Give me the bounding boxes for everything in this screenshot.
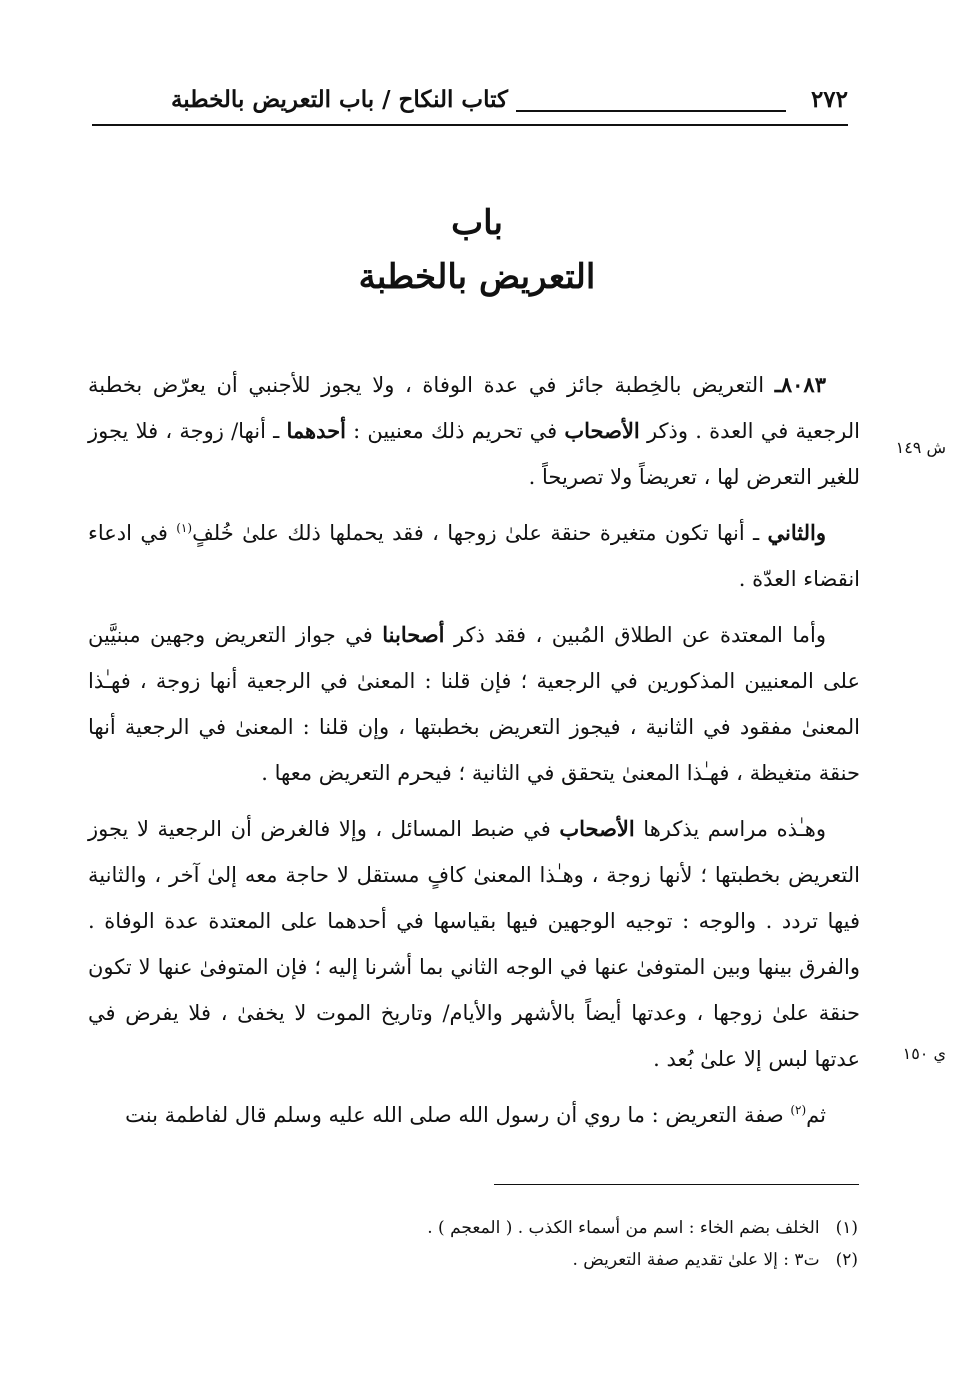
footnote-separator [494,1184,859,1185]
text-run: في ادعاء انقضاء العدّة . [88,521,860,591]
footnote-number: (١) [835,1218,858,1238]
chapter-title: التعريض بالخطبة [358,257,596,297]
footnote [158,1244,858,1276]
bold-term: أحدهما [286,418,346,443]
header-dash-line [516,110,786,112]
footnotes [158,1212,858,1276]
paragraph [88,362,860,500]
text-run: في تحريم ذلك معنيين : [345,419,565,443]
chapter-label: باب [451,203,503,243]
text-run: صفة التعريض : ما روي أن رسول الله صلى الله عليه وسلم قال لفاطمة بنت [125,1103,791,1127]
footnote-text: ت٣ : إلا علىٰ تقديم صفة التعريض . [572,1250,820,1270]
footnote [158,1212,858,1244]
text-run: التعريض بالخِطبة جائز في عدة الوفاة ، ولا يجوز للأجنبي أن يعرّض بخطبة الرجعية في العدة . وذكر [88,373,860,443]
text-run: وهـٰذه مراسم يذكرها [634,817,826,841]
text-run: وأما المعتدة عن الطلاق المُبين ، فقد ذكر [444,623,826,647]
paragraph [88,612,860,796]
text-run: في ضبط المسائل ، وإلا فالغرض أن الرجعية لا يجوز التعريض بخطبتها ؛ لأنها زوجة ، وهـٰذا المعنىٰ كافٍ مستقل لا حاجة معه إلىٰ آخر ، والثانية فيها تردد . والوجه : توجيه الوجهين فيها بقياسها في أحدهما على المعتدة عدة الوفاة . والفرق بينها وبين المتوفىٰ عنها في الوجه الثاني بما أشرنا إليه ؛ فإن المتوفىٰ عنها لا تكون حنقة علىٰ زوجها ، وعدتها أيضاً بالأشهر والأيام/ وتاريخ الموت لا يخفىٰ ، فلا يفرض في عدتها لبس إلا علىٰ بُعد . [88,817,860,1071]
paragraph [88,1092,860,1138]
running-title: كتاب النكاح / باب التعريض بالخطبة [170,86,508,113]
bold-term: والثاني [767,520,826,545]
header-rule [92,124,848,126]
text-run: ـ أنها تكون متغيرة حنقة علىٰ زوجها ، فقد يحملها ذلك علىٰ خُلفٍ [192,521,768,545]
text-run: في جواز التعريض وجهين مبنيَّين على المعنيين المذكورين في الرجعية ؛ فإن قلنا : المعنىٰ في الرجعية أنها زوجة ، فهـٰذا المعنىٰ مفقود في الثانية ، فيجوز التعريض بخطبتها ، وإن قلنا : المعنىٰ في الرجعية أنها حنقة متغيظة ، فهـٰذا المعنىٰ يتحقق في الثانية ؛ فيحرم التعريض معها . [88,623,860,785]
paragraph [88,806,860,1082]
issue-number: ٨٠٨٣ـ [774,372,826,397]
footnote-number: (٢) [835,1250,858,1270]
running-header [92,78,848,126]
chapter-heading [0,196,954,304]
footnote-ref[interactable]: (٢) [790,1103,807,1117]
page-number: ٢٧٢ [810,86,848,113]
footnote-ref[interactable]: (١) [176,521,193,535]
main-text [88,362,860,1148]
text-run: ثم [806,1103,826,1127]
bold-term: الأصحاب [559,816,635,841]
bold-term: أصحابنا [382,622,445,647]
paragraph [88,510,860,602]
bold-term: الأصحاب [564,418,640,443]
margin-reference: ي ١٥٠ [902,1044,946,1063]
margin-reference: ش ١٤٩ [895,438,946,457]
text-run: ـ أنها/ زوجة ، فلا يجوز للغير التعرض لها ، تعريضاً ولا تصريحاً . [88,419,860,489]
footnote-text: الخلف بضم الخاء : اسم من أسماء الكذب . ( المعجم ) . [427,1218,820,1238]
